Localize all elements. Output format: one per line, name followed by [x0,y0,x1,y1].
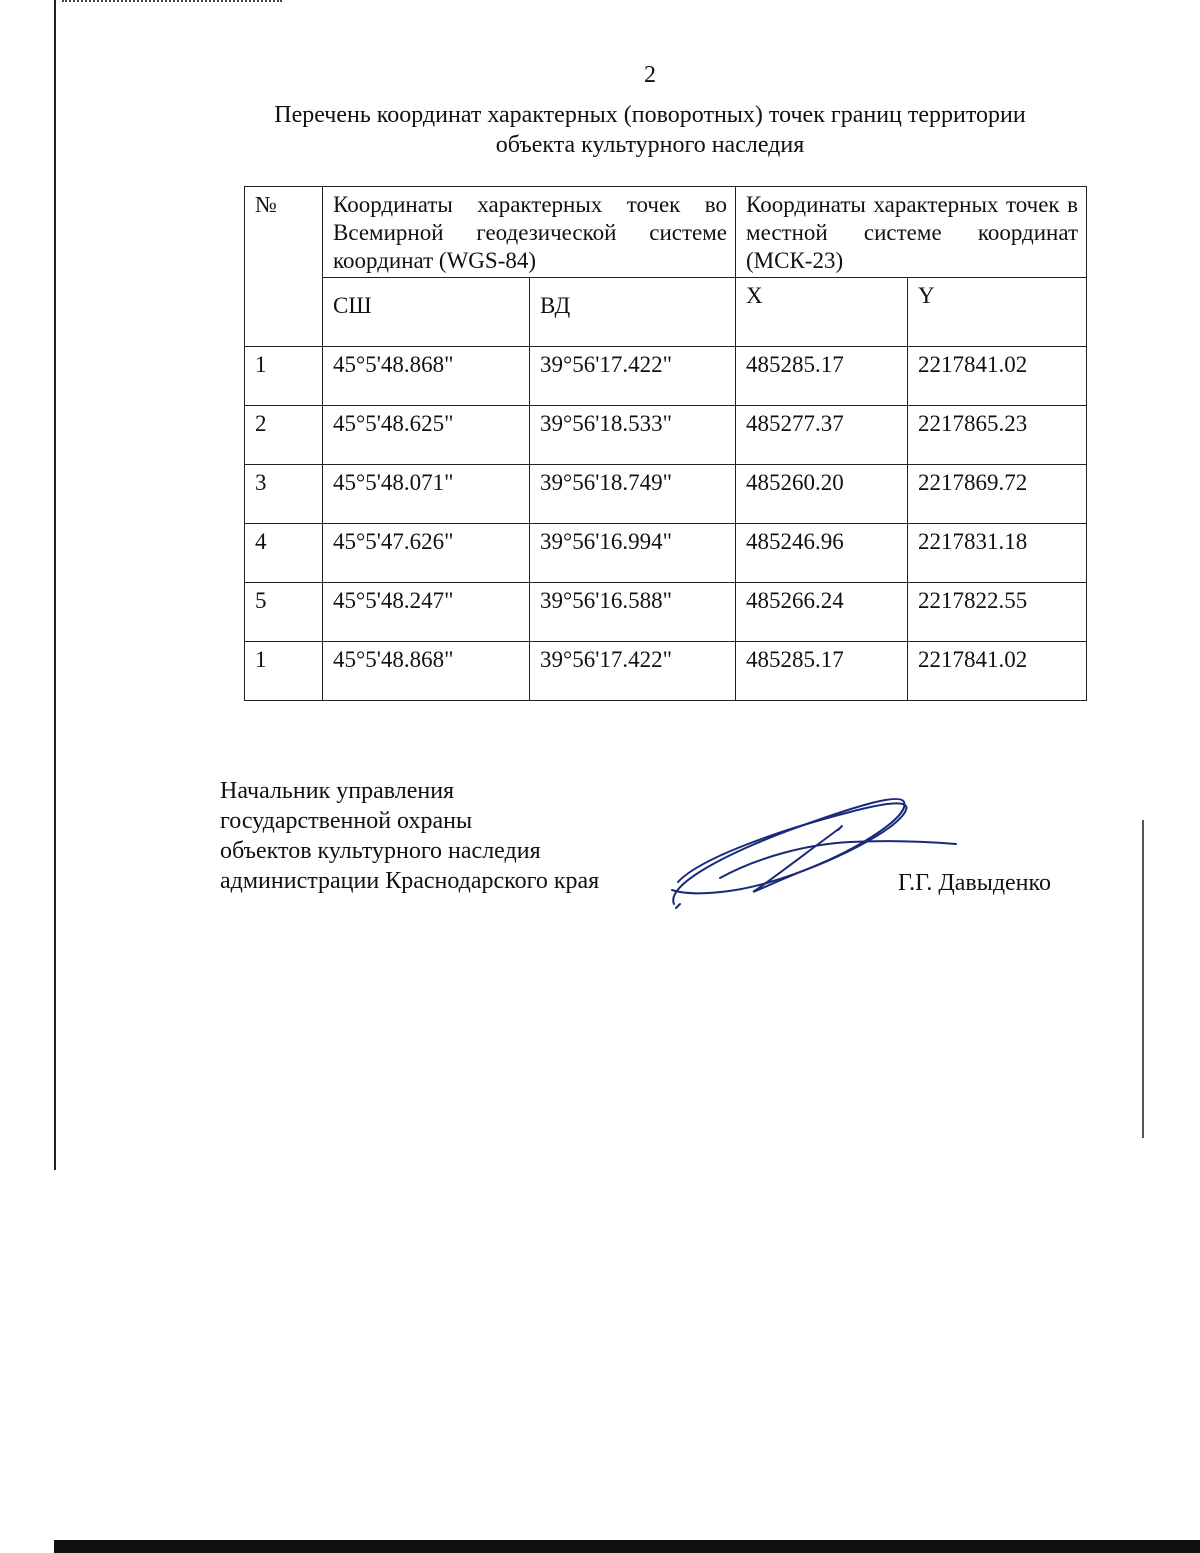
cell-lat: 45°5'48.247" [323,583,530,642]
table-row [245,642,1087,701]
signer-position-line-2: государственной охраны [220,808,473,834]
cell-num: 3 [245,465,323,524]
header-num: № [245,187,323,347]
cell-lat: 45°5'48.071" [323,465,530,524]
cell-y: 2217869.72 [908,465,1087,524]
signer-name: Г.Г. Давыденко [898,870,1051,896]
cell-lon: 39°56'16.994" [530,524,736,583]
signer-position-line-1: Начальник управления [220,778,455,804]
scan-top-marks [62,0,282,5]
table-row [245,465,1087,524]
subheader-y: Y [908,278,1087,347]
cell-x: 485285.17 [736,642,908,701]
subheader-x: X [736,278,908,347]
signer-position-line-3: объектов культурного наследия [220,838,541,864]
cell-lon: 39°56'16.588" [530,583,736,642]
header-msk23: Координаты характерных точек в местной системе координат (МСК-23) [736,187,1087,278]
scan-left-edge [54,0,56,1170]
cell-lat: 45°5'48.625" [323,406,530,465]
cell-lon: 39°56'18.533" [530,406,736,465]
coordinates-table [244,186,1087,701]
cell-y: 2217822.55 [908,583,1087,642]
cell-x: 485246.96 [736,524,908,583]
header-wgs84: Координаты характерных точек во Всемирной геодезической системе координат (WGS-84) [323,187,736,278]
table-subheader-row [245,278,1087,347]
page-number: 2 [644,62,656,88]
cell-lon: 39°56'17.422" [530,642,736,701]
cell-y: 2217865.23 [908,406,1087,465]
cell-y: 2217841.02 [908,642,1087,701]
subheader-lat: СШ [323,278,530,347]
cell-lon: 39°56'17.422" [530,347,736,406]
document-title [160,100,1140,160]
cell-x: 485266.24 [736,583,908,642]
cell-x: 485277.37 [736,406,908,465]
cell-num: 2 [245,406,323,465]
subheader-lon: ВД [530,278,736,347]
cell-y: 2217831.18 [908,524,1087,583]
cell-num: 4 [245,524,323,583]
cell-lat: 45°5'47.626" [323,524,530,583]
cell-x: 485260.20 [736,465,908,524]
signer-position-line-4: администрации Краснодарского края [220,868,600,894]
cell-y: 2217841.02 [908,347,1087,406]
cell-num: 1 [245,347,323,406]
document-title-line-1: Перечень координат характерных (поворотных) точек границ территории [274,102,1026,128]
table-header-row [245,187,1087,278]
cell-lat: 45°5'48.868" [323,642,530,701]
table-row [245,583,1087,642]
cell-lat: 45°5'48.868" [323,347,530,406]
cell-num: 1 [245,642,323,701]
table-row [245,524,1087,583]
cell-x: 485285.17 [736,347,908,406]
table-row [245,347,1087,406]
scan-right-edge [1142,820,1144,1138]
cell-num: 5 [245,583,323,642]
cell-lon: 39°56'18.749" [530,465,736,524]
table-row [245,406,1087,465]
scan-bottom-bar [54,1540,1200,1553]
signer-position [220,776,599,896]
document-title-line-2: объекта культурного наследия [495,132,805,158]
